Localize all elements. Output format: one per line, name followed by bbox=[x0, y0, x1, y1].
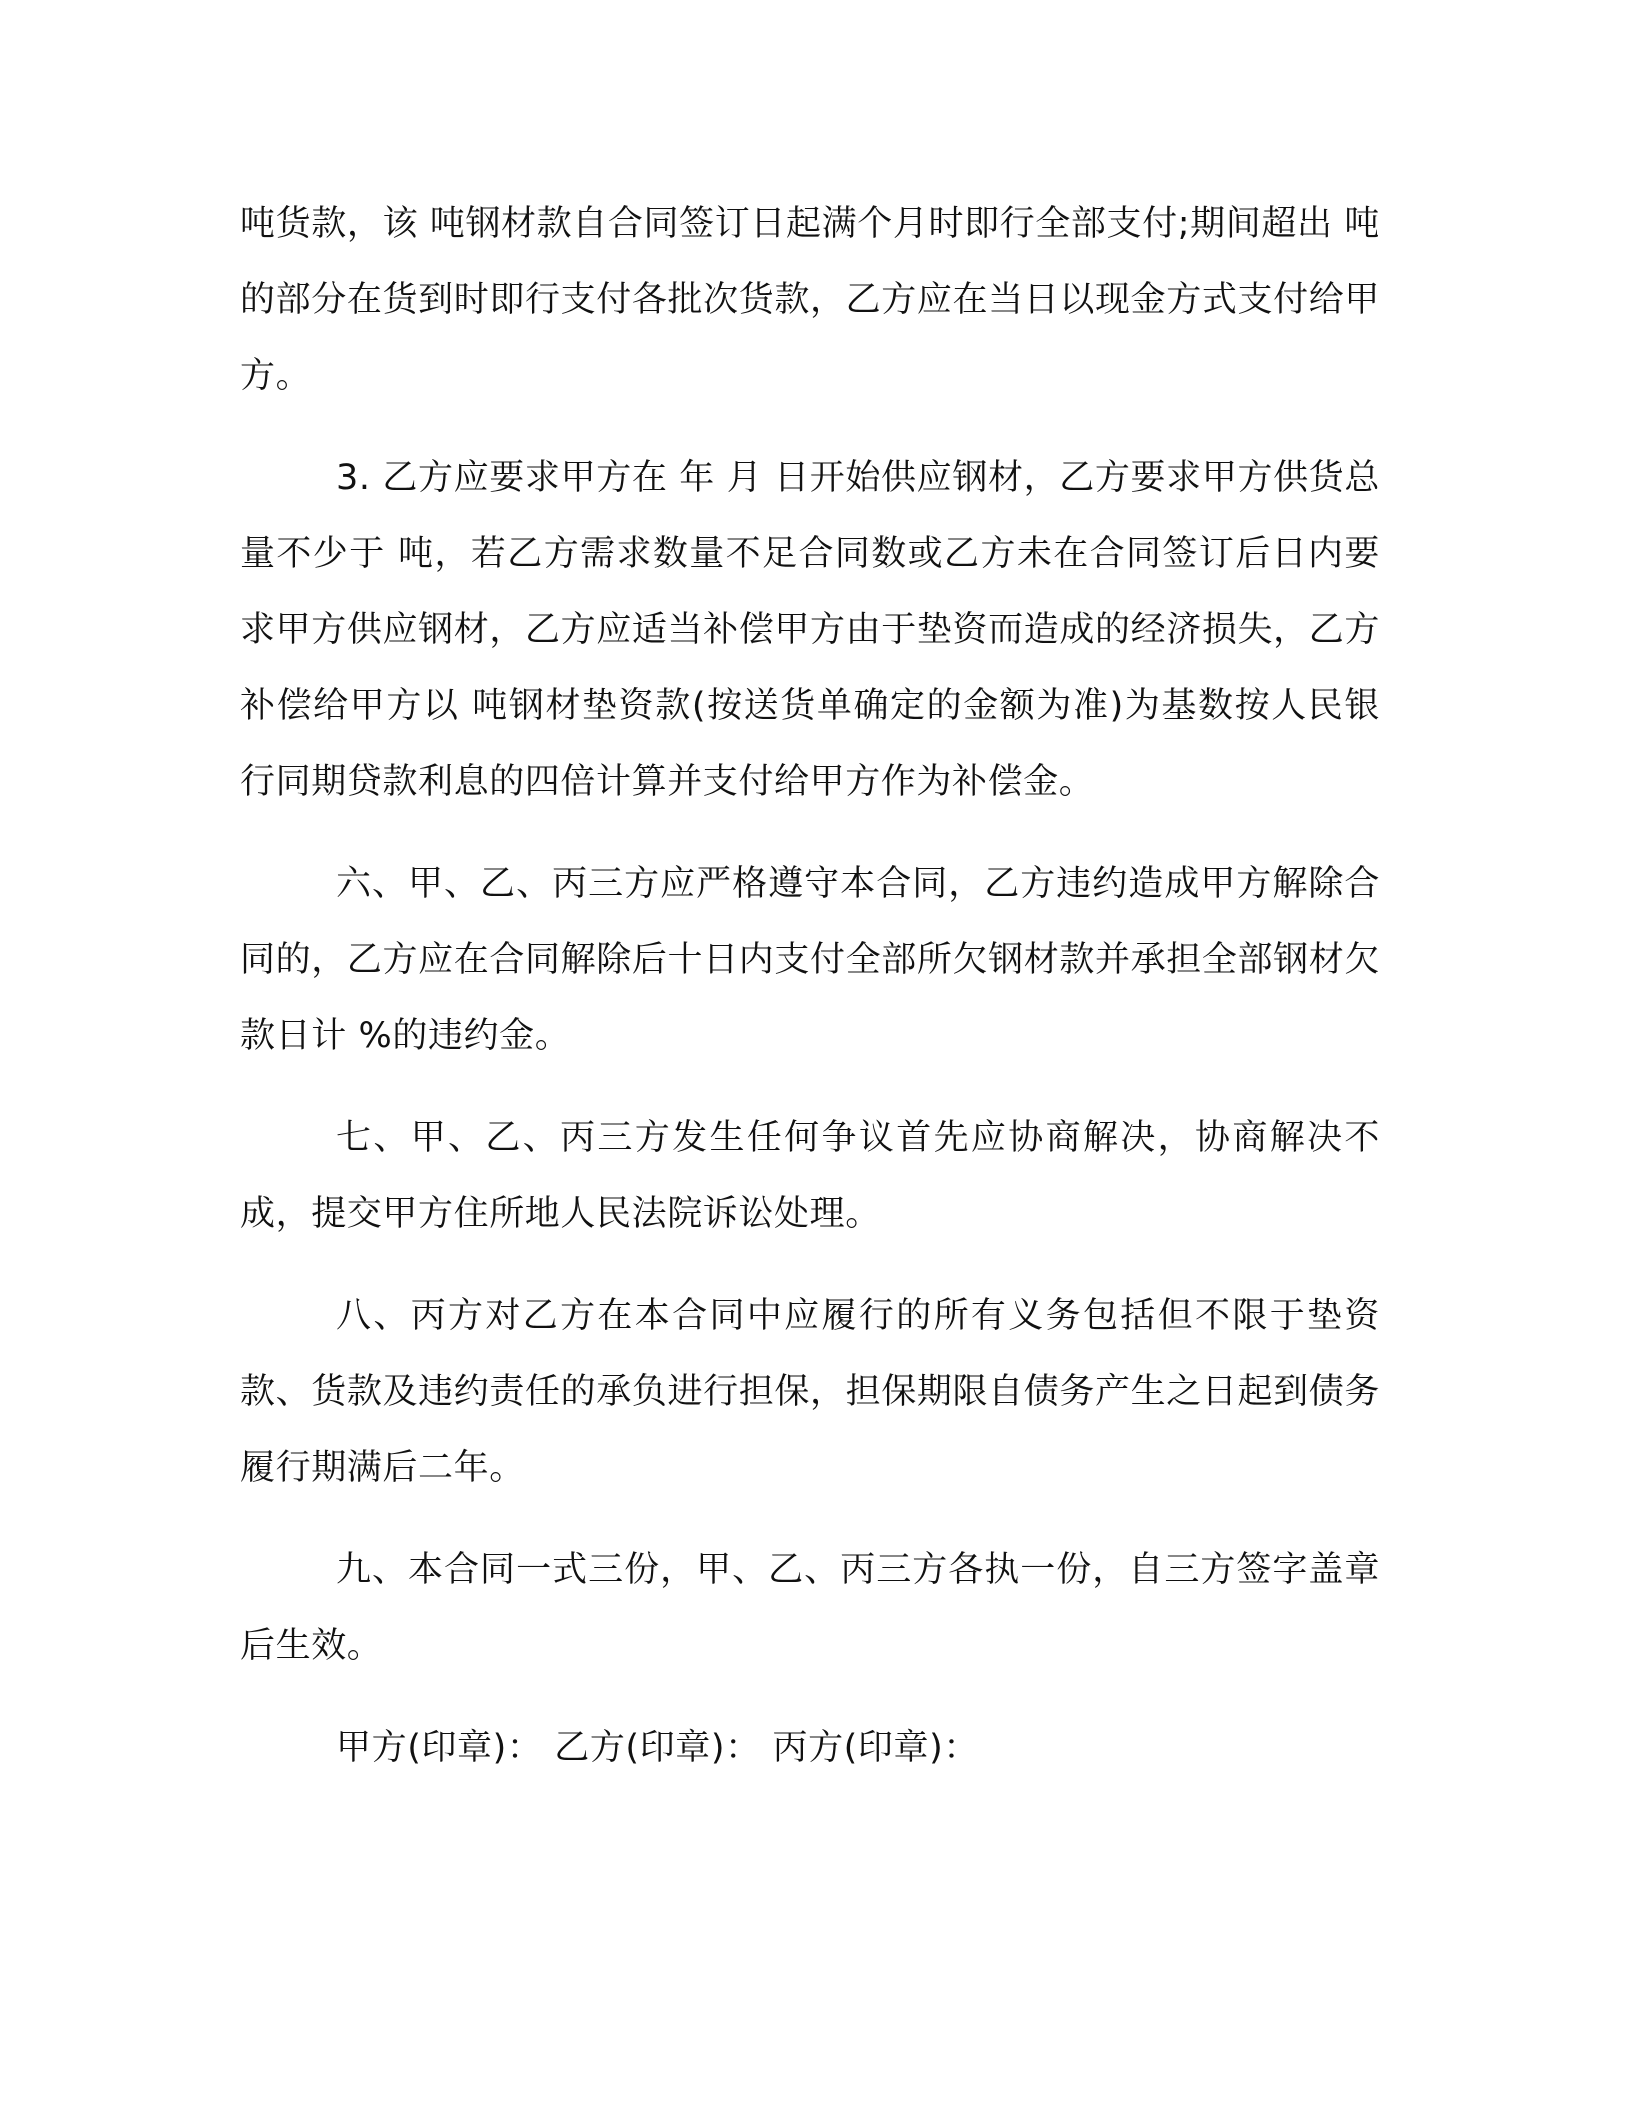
paragraph-clause-3: 3. 乙方应要求甲方在 年 月 日开始供应钢材，乙方要求甲方供货总量不少于 吨，若乙方需求数量不足合同数或乙方未在合同签订后日内要求甲方供应钢材，乙方应适当补偿甲方由于垫资而造成的经济损失，乙方补偿给甲方以 吨钢材垫资款(按送货单确定的金额为准)为基数按人民银行同期贷款利息的四倍计算并支付给甲方作为补偿金。 bbox=[240, 458, 1380, 802]
signature-line: 甲方(印章)： 乙方(印章)： 丙方(印章)： bbox=[336, 1728, 979, 1768]
paragraph-payment-terms: 吨货款，该 吨钢材款自合同签订日起满个月时即行全部支付;期间超出 吨的部分在货到时即行支付各批次货款，乙方应在当日以现金方式支付给甲方。 bbox=[240, 204, 1380, 396]
document-body bbox=[240, 186, 1380, 1812]
paragraph-clause-6: 六、甲、乙、丙三方应严格遵守本合同，乙方违约造成甲方解除合同的，乙方应在合同解除后十日内支付全部所欠钢材款并承担全部钢材欠款日计 %的违约金。 bbox=[240, 864, 1380, 1056]
paragraph-clause-9: 九、本合同一式三份，甲、乙、丙三方各执一份，自三方签字盖章后生效。 bbox=[240, 1550, 1380, 1666]
paragraph-clause-7: 七、甲、乙、丙三方发生任何争议首先应协商解决，协商解决不成，提交甲方住所地人民法院诉讼处理。 bbox=[240, 1118, 1380, 1234]
paragraph-clause-8: 八、丙方对乙方在本合同中应履行的所有义务包括但不限于垫资款、货款及违约责任的承负进行担保，担保期限自债务产生之日起到债务履行期满后二年。 bbox=[240, 1296, 1380, 1488]
